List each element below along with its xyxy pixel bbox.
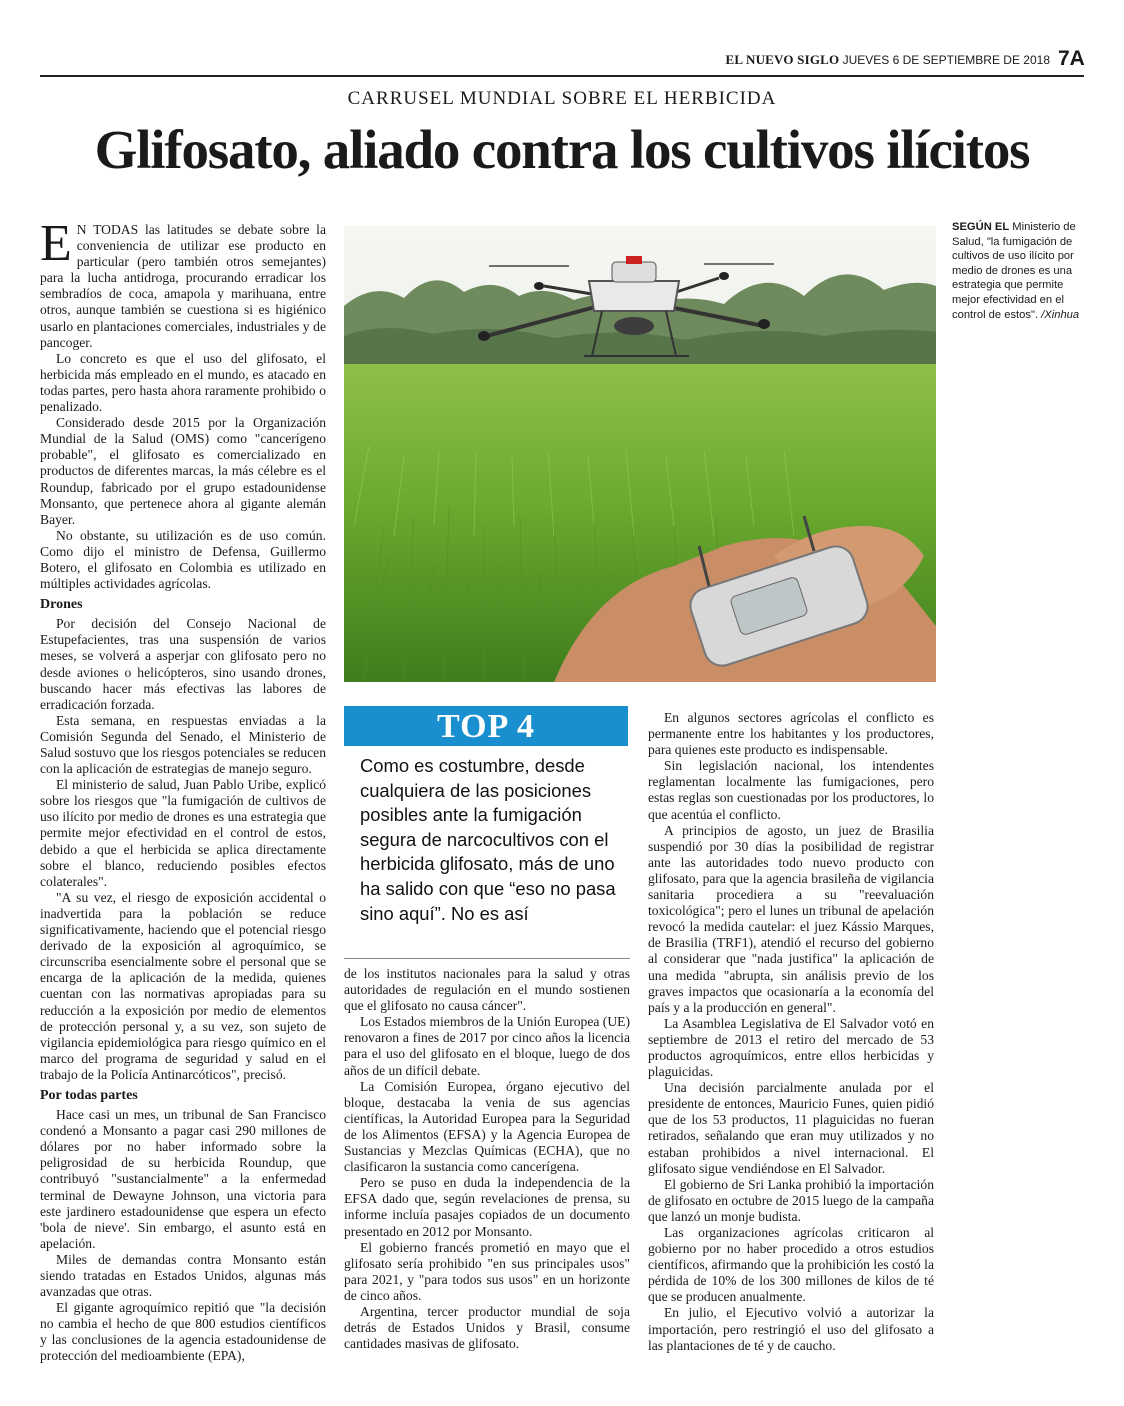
caption-lead: SEGÚN EL — [952, 221, 1010, 233]
paragraph: Argentina, tercer productor mundial de soja detrás de Estados Unidos y Brasil, consume cantidades masivas de glifosato. — [344, 1303, 630, 1352]
pullquote-divider — [344, 958, 630, 959]
paragraph: En julio, el Ejecutivo volvió a autorizar la importación, pero restringió el uso del glifosato a las plantaciones de té y de caucho. — [648, 1305, 934, 1353]
masthead — [600, 52, 1050, 68]
paragraph: de los institutos nacionales para la salud y otras autoridades de regulación en el mundo sostienen que el glifosato no causa cáncer". — [344, 966, 630, 1014]
paragraph: Hace casi un mes, un tribunal de San Francisco condenó a Monsanto a pagar casi 290 millones de dólares por no haber informado sobre la peligrosidad de su herbicida Roundup, que contribuyó "sustancialmente" a la enfermedad terminal de Dewayne Johnson, una victoria para este jardinero estadounidense que espera un efecto 'bola de nieve'. Sin embargo, el asunto está en apelación. — [40, 1107, 326, 1251]
photo-credit: /Xinhua — [1041, 308, 1080, 321]
issue-date: JUEVES 6 DE SEPTIEMBRE DE 2018 — [842, 53, 1050, 67]
paragraph: Pero se puso en duda la independencia de la EFSA dado que, según revelaciones de prensa, su informe incluía pasajes copiados de un documento presentado en 2012 por Monsanto. — [344, 1175, 630, 1239]
paragraph: No obstante, su utilización es de uso común. Como dijo el ministro de Defensa, Guillermo Botero, el glifosato en Colombia es utilizado en múltiples actividades agrícolas. — [40, 527, 326, 592]
paragraph: Lo concreto es que el uso del glifosato, el herbicida más empleado en el mundo, es atacado en todas partes, pero hasta ahora raramente prohibido o penalizado. — [40, 350, 326, 415]
paragraph: Esta semana, en respuestas enviadas a la Comisión Segunda del Senado, el Ministerio de Salud sostuvo que los riesgos potenciales se reducen con la aplicación de estrategias de manejo seguro. — [40, 712, 326, 777]
paragraph: Miles de demandas contra Monsanto están siendo tratadas en Estados Unidos, algunas más avanzadas que otras. — [40, 1251, 326, 1300]
kicker: CARRUSEL MUNDIAL SOBRE EL HERBICIDA — [347, 88, 777, 109]
subhead-por-todas-partes: Por todas partes — [40, 1087, 138, 1103]
caption-text: Ministerio de Salud, "la fumigación de cultivos de uso ilícito por medio de drones es una estrategia que permite mejor efectividad en el control de estos". — [952, 221, 1076, 321]
article-column-2 — [344, 966, 630, 1352]
paragraph: La Comisión Europea, órgano ejecutivo del bloque, destacaba la venia de sus agencias científicas, la Autoridad Europea para la Seguridad de los Alimentos (EFSA) y la Agencia Europea de Sustancias y Mezclas Químicas (ECHA), que no clasificaron la sustancia como cancerígena. — [344, 1078, 630, 1175]
paragraph: La Asamblea Legislativa de El Salvador votó en septiembre de 2013 el retiro del mercado de 53 productos agroquímicos, entre ellos herbicidas y plaguicidas. — [648, 1015, 934, 1080]
paragraph: Considerado desde 2015 por la Organización Mundial de la Salud (OMS) como "cancerígeno probable", el glifosato es comercializado en productos de diferentes marcas, la más célebre es el Roundup, fabricado por el grupo estadounidense Monsanto, que pertenece ahora al gigante alemán Bayer. — [40, 415, 326, 527]
paragraph: El gigante agroquímico repitió que "la decisión no cambia el hecho de que 800 estudios científicos y las conclusiones de la agencia estadounidense de protección del medioambiente (EPA), — [40, 1300, 326, 1364]
pullquote: Como es costumbre, desde cualquiera de las posiciones posibles ante la fumigación segura de narcocultivos con el herbicida glifosato, más de uno ha salido con que “eso no pasa sino aquí”. No es así — [360, 755, 616, 924]
paragraph: "A su vez, el riesgo de exposición accidental o inadvertida para la población se reduce significativamente, haciendo que el potencial riesgo derivado de la exposición al agroquímico, se circunscriba esencialmente sobre el personal que se encarga de la aplicación de la medida, quienes cuentan con las normativas apropiadas para su reducción a la exposición por medio de elementos de protección personal y, a su vez, son sujeto de vigilancia epidemiológica para riesgo químico en el marco del programa de seguridad y salud en el trabajo de la Policía Antinarcóticos", precisó. — [40, 889, 326, 1082]
headline: Glifosato, aliado contra los cultivos ilícitos — [94, 119, 1030, 180]
paragraph: En algunos sectores agrícolas el conflicto es permanente entre los habitantes y los productores, para quienes este producto es indispensable. — [648, 710, 934, 758]
paragraph: Las organizaciones agrícolas criticaron al gobierno por no haber procedido a otros estudios científicos, afirmando que la prohibición les costó la pérdida de 10% de los 300 millones de kilos de té que se producen anualmente. — [648, 1225, 934, 1305]
paragraph: El ministerio de salud, Juan Pablo Uribe, explicó sobre los riesgos que "la fumigación de cultivos de uso ilícito por medio de drones es una estrategia que permite mejor efectividad en el control de estos, debido a que el herbicida se aplica directamente sobre el blanco, reduciendo posibles efectos colaterales". — [40, 777, 326, 889]
paragraph: E N TODAS las latitudes se debate sobre la conveniencia de utilizar ese producto en particular (pero también otros semejantes) para la lucha antidroga, procurando erradicar los sembradíos de coca, amapola y marihuana, entre otros, aunque también se cuestiona si es higiénico usarlo en plantaciones comerciales, industriales y de pancoger. — [40, 215, 326, 350]
paragraph: Una decisión parcialmente anulada por el presidente de entonces, Mauricio Funes, quien pidió que de los 53 productos, 11 plaguicidas no fueran retirados, señalando que eran muy utilizados y no estaban prohibidos a nivel internacional. El glifosato sigue vendiéndose en El Salvador. — [648, 1080, 934, 1176]
subhead-drones: Drones — [40, 597, 83, 613]
paragraph: A principios de agosto, un juez de Brasilia suspendió por 30 días la posibilidad de registrar ante las autoridades todo nuevo producto con glifosato, para que la agencia brasileña de vigilancia sanitaria procediera a su "reevaluación toxicológica"; pero el lunes un tribunal de apelación revocó la medida cautelar: el juez Kássio Marques, de Brasilia (TRF1), atendió el recurso del gobierno al considerar que "nada justifica" la aplicación de una medida "abrupta, sin análisis previo de los graves impactos que ocasionaría a la economía del país y a la producción en general". — [648, 822, 934, 1015]
article-column-1 — [40, 215, 326, 1365]
drop-cap: E — [40, 215, 72, 272]
photo-caption — [952, 220, 1088, 322]
paragraph: Los Estados miembros de la Unión Europea (UE) renovaron a fines de 2017 por cinco años la licencia para el uso del glifosato en el bloque, luego de dos años de un difícil debate. — [344, 1014, 630, 1078]
header-rule — [40, 75, 1084, 77]
paragraph: Por decisión del Consejo Nacional de Estupefacientes, tras una suspensión de varios meses, se volverá a asperjar con glifosato pero no desde aviones o helicópteros, sino usando drones, buscando hacer más efectivas las labores de erradicación forzada. — [40, 616, 326, 712]
paragraph: El gobierno francés prometió en mayo que el glifosato sería prohibido "en sus principales usos" para 2021, y "para todos sus usos" en un horizonte de cinco años. — [344, 1239, 630, 1303]
publication-name: EL NUEVO SIGLO — [725, 52, 840, 67]
paragraph: El gobierno de Sri Lanka prohibió la importación de glifosato en octubre de 2015 luego de la campaña que lanzó un monje budista. — [648, 1176, 934, 1224]
article-column-3 — [648, 710, 934, 1354]
paragraph: Sin legislación nacional, los intendentes reglamentan localmente las fumigaciones, pero estas reglas son cuestionadas por los productores, lo que acentúa el conflicto. — [648, 758, 934, 822]
page-number: 7A — [1058, 47, 1085, 70]
top-4-banner: TOP 4 — [344, 706, 628, 746]
drone-photo — [344, 226, 936, 682]
